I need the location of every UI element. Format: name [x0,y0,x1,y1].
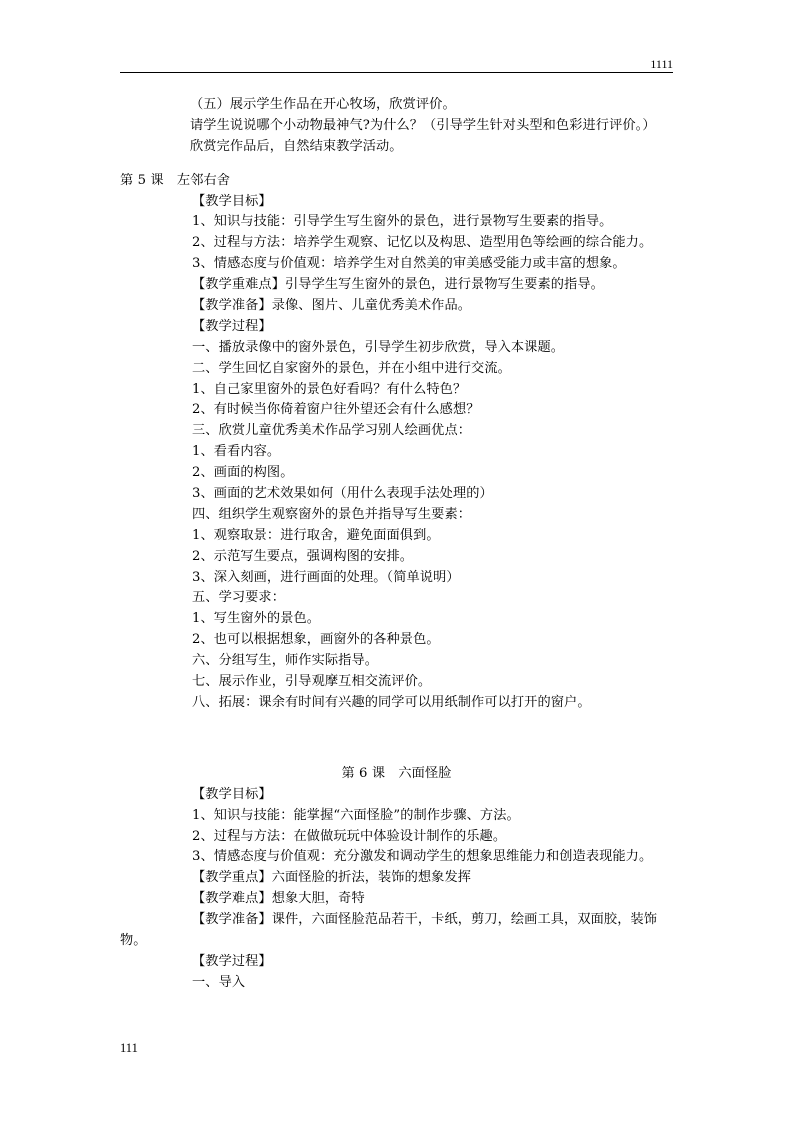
lesson6-prep-line: 【教学准备】课件，六面怪脸范品若干，卡纸，剪刀，绘画工具，双面胶，装饰 [192,912,658,928]
lesson5-line: 1、知识与技能：引导学生写生窗外的景色，进行景物写生要素的指导。 [192,214,613,230]
intro-line: （五）展示学生作品在开心牧场，欣赏评价。 [190,97,456,112]
lesson5-line: 2、示范写生要点，强调构图的安排。 [192,548,414,564]
lesson5-line: 【教学重难点】引导学生写生窗外的景色，进行景物写生要素的指导。 [192,277,604,293]
lesson5-line: 1、观察取景：进行取舍，避免面面俱到。 [192,527,440,543]
lesson5-title: 第 5 课 左邻右舍 [120,172,231,188]
intro-line: 请学生说说哪个小动物最神气?为什么？（引导学生针对头型和色彩进行评价。） [190,117,656,133]
lesson5-line: 七、展示作业，引导观摩互相交流评价。 [192,674,432,690]
lesson6-title: 第 6 课 六面怪脸 [341,765,452,781]
lesson5-line: 2、过程与方法：培养学生观察、记忆以及构思、造型用色等绘画的综合能力。 [192,235,653,251]
lesson5-line: 2、有时候当你倚着窗户往外望还会有什么感想？ [192,402,480,418]
lesson5-line: 一、播放录像中的窗外景色，引导学生初步欣赏，导入本课题。 [192,339,565,355]
lesson6-line: 【教学难点】想象大胆，奇特 [192,891,365,907]
lesson6-process-line: 【教学过程】 [192,953,272,969]
lesson5-line: 3、深入刻画，进行画面的处理。（简单说明） [192,569,460,585]
lesson5-line: 【教学目标】 [192,193,272,209]
lesson5-line: 1、写生窗外的景色。 [192,611,321,627]
lesson6-line: 【教学目标】 [192,786,272,802]
lesson5-line: 六、分组写生，师作实际指导。 [192,653,379,669]
lesson5-line: 2、也可以根据想象，画窗外的各种景色。 [192,632,440,648]
lesson5-line: 二、学生回忆自家窗外的景色，并在小组中进行交流。 [192,360,511,376]
lesson5-line: 3、情感态度与价值观：培养学生对自然美的审美感受能力或丰富的想象。 [192,256,626,272]
lesson5-line: 四、组织学生观察窗外的景色并指导写生要素： [192,506,472,522]
intro-line: 欣赏完作品后，自然结束教学活动。 [190,138,403,154]
lesson5-line: 五、学习要求： [192,590,286,606]
lesson6-line: 3、情感态度与价值观：充分激发和调动学生的想象思维能力和创造表现能力。 [192,849,653,865]
lesson5-line: 3、画面的艺术效果如何（用什么表现手法处理的） [192,486,493,502]
lesson6-line: 1、知识与技能：能掌握“六面怪脸”的制作步骤、方法。 [192,807,520,823]
document-body [120,95,673,994]
footer-page-number: 111 [120,1041,138,1055]
lesson5-line: 1、看看内容。 [192,444,281,460]
lesson5-line: 1、自己家里窗外的景色好看吗？有什么特色？ [192,381,467,397]
lesson5-line: 三、欣赏儿童优秀美术作品学习别人绘画优点： [192,423,472,439]
lesson6-process-line: 一、导入 [192,974,246,990]
header-rule [120,72,673,73]
header-page-number: 1111 [650,57,673,71]
lesson5-line: 2、画面的构图。 [192,465,294,481]
lesson6-line: 【教学重点】六面怪脸的折法，装饰的想象发挥 [192,870,472,886]
lesson5-line: 【教学准备】录像、图片、儿童优秀美术作品。 [192,298,472,314]
lesson6-line: 2、过程与方法：在做做玩玩中体验设计制作的乐趣。 [192,828,507,844]
lesson5-line: 八、拓展：课余有时间有兴趣的同学可以用纸制作可以打开的窗户。 [192,694,591,710]
lesson5-line: 【教学过程】 [192,318,272,334]
lesson6-prep-line-continued: 物。 [120,932,147,948]
